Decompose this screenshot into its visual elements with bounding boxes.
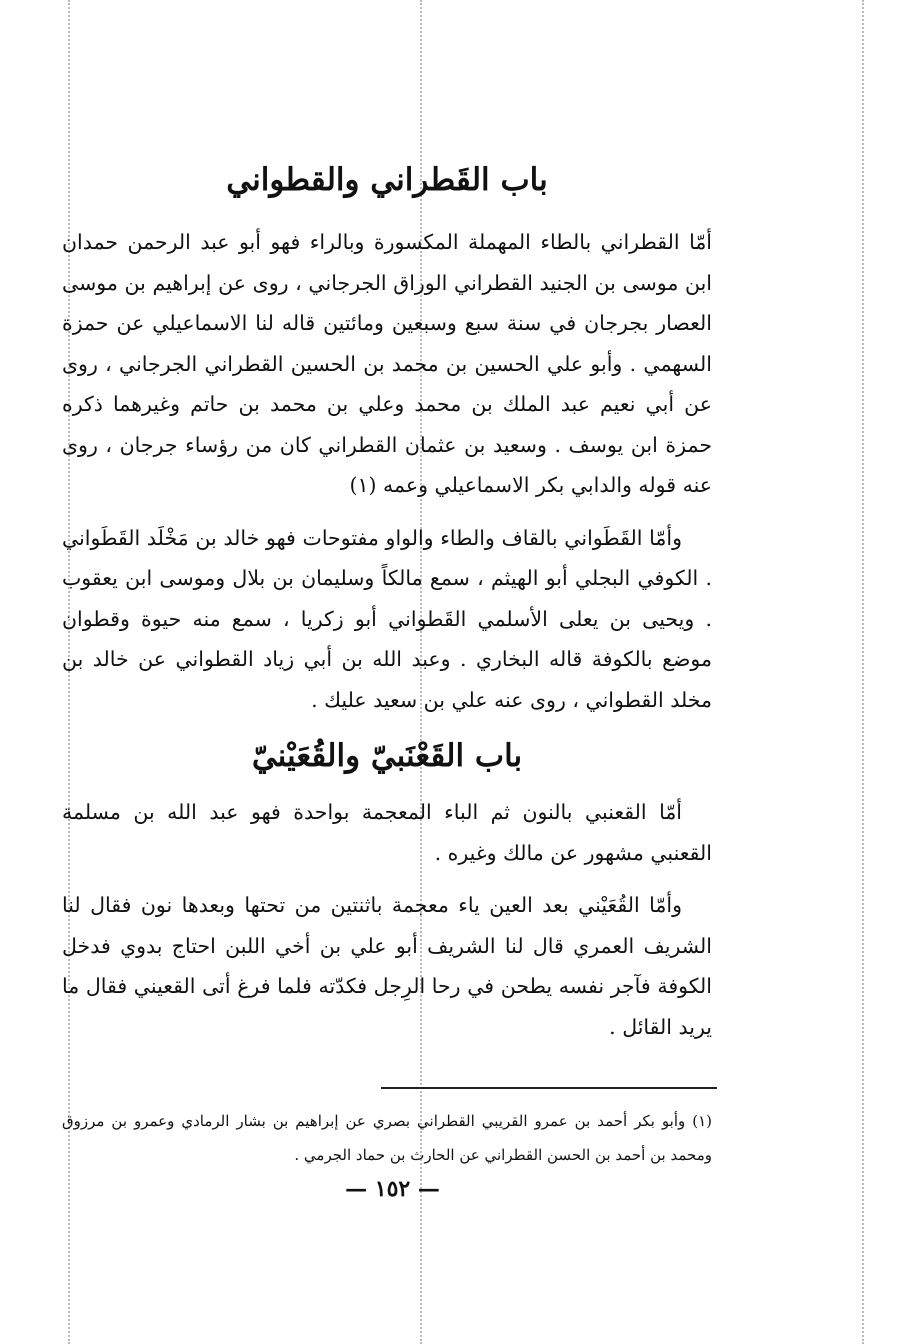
paragraph-qanabi: أمّا القعنبي بالنون ثم الباء المعجمة بواحدة فهو عبد الله بن مسلمة القعنبي مشهور عن مالك وغيره . <box>62 800 712 865</box>
footnote-divider <box>381 1087 717 1089</box>
paragraph-quayni: وأمّا القُعَيْني بعد العين ياء معجمة باثنتين من تحتها وبعدها نون فقال لنا الشريف العمري قال لنا الشريف أبو علي بن أخي اللبن احتاج بدوي فدخل الكوفة فآجر نفسه يطحن في رحا الرِجل فكدّته فلما فرغ أتى القعيني فقال ما يريد القائل . <box>62 893 712 1039</box>
section-heading-1: باب القَطراني والقطواني <box>226 162 548 198</box>
scan-dotted-line <box>862 0 864 1344</box>
main-text <box>62 150 712 1047</box>
paragraph-qatawani: وأمّا القَطَواني بالقاف والطاء والواو مفتوحات فهو خالد بن مَخْلَد القَطَواني . الكوفي البجلي أبو الهيثم ، سمع مالكاً وسليمان بن بلال وموسى ابن يعقوب . ويحيى بن يعلى الأسلمي القَطواني أبو زكريا ، سمع منه حيوة وقطوان موضع بالكوفة قاله البخاري . وعبد الله بن أبي زياد القطواني عن خالد بن مخلد القطواني ، روى عنه علي بن سعيد عليك . <box>62 525 712 712</box>
footnote: (١) وأبو بكر أحمد بن عمرو القريبي القطراني بصري عن إبراهيم بن بشار الرمادي وعمرو بن مرزوق ومحمد بن أحمد بن الحسن القطراني عن الحارث بن حماد الجرمي . <box>62 1112 712 1164</box>
section-heading-2: باب القَعْنَبيّ والقُعَيْنيّ <box>251 738 523 774</box>
paragraph-qatrani: أمّا القطراني بالطاء المهملة المكسورة وبالراء فهو أبو عبد الرحمن حمدان ابن موسى بن الجنيد القطراني الوراق الجرجاني ، روى عن إبراهيم بن موسى العصار بجرجان في سنة سبع وسبعين ومائتين قاله لنا الاسماعيلي عن حمزة السهمي . وأبو علي الحسين بن محمد بن الحسين القطراني الجرجاني ، روى عن أبي نعيم عبد الملك بن محمد وعلي بن محمد بن حاتم وغيرهما ذكره حمزة ابن يوسف . وسعيد بن عثمان القطراني كان من رؤساء جرجان ، روى عنه قوله والدابي بكر الاسماعيلي وعمه (١) <box>62 230 712 497</box>
page-number: — ١٥٢ — <box>345 1176 440 1202</box>
